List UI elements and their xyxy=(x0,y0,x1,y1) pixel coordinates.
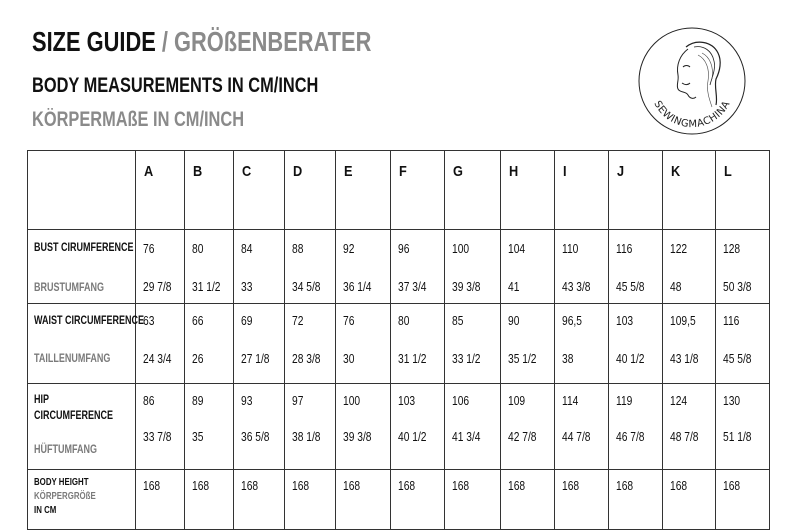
row-label-de: TAILLENUMFANG xyxy=(34,351,111,365)
cm-value: 76 xyxy=(143,242,155,256)
inch-value: 29 7/8 xyxy=(143,280,172,294)
size-header: L xyxy=(716,151,770,230)
size-header: C xyxy=(234,151,285,230)
cm-value: 109 xyxy=(508,394,526,408)
cm-value: 72 xyxy=(292,314,304,328)
cm-value: 88 xyxy=(292,242,304,256)
corner-cell xyxy=(28,151,136,230)
value-cell xyxy=(663,384,716,470)
cm-value: 96,5 xyxy=(562,314,582,328)
cm-value: 96 xyxy=(398,242,410,256)
cm-value: 168 xyxy=(508,479,526,493)
inch-value: 36 1/4 xyxy=(343,280,372,294)
value-cell xyxy=(185,230,234,304)
cm-value: 168 xyxy=(343,479,361,493)
size-table xyxy=(27,150,770,530)
inch-value: 41 3/4 xyxy=(452,430,481,444)
inch-value: 36 5/8 xyxy=(241,430,270,444)
cm-value: 168 xyxy=(452,479,470,493)
cm-value: 106 xyxy=(452,394,470,408)
table-row xyxy=(28,230,770,304)
value-cell xyxy=(445,304,501,384)
row-label-en: WAIST CIRCUMFERENCE xyxy=(34,313,145,327)
inch-value: 30 xyxy=(343,352,355,366)
table-row xyxy=(28,304,770,384)
header-row xyxy=(28,151,770,230)
value-cell xyxy=(185,304,234,384)
inch-value: 43 1/8 xyxy=(670,352,699,366)
cm-value: 103 xyxy=(398,394,416,408)
title-separator: / xyxy=(155,26,174,57)
value-cell xyxy=(285,384,336,470)
cm-value: 97 xyxy=(292,394,304,408)
size-header: A xyxy=(136,151,185,230)
inch-value: 35 1/2 xyxy=(508,352,537,366)
value-cell xyxy=(609,470,663,530)
cm-value: 168 xyxy=(241,479,259,493)
value-cell xyxy=(391,304,445,384)
inch-value: 40 1/2 xyxy=(398,430,427,444)
value-cell xyxy=(716,470,770,530)
inch-value: 35 xyxy=(192,430,204,444)
inch-value: 48 xyxy=(670,280,682,294)
row-label-en: BUST CIRUMFERENCE xyxy=(34,240,134,254)
inch-value: 31 1/2 xyxy=(398,352,427,366)
inch-value: 46 7/8 xyxy=(616,430,645,444)
size-header: E xyxy=(336,151,391,230)
size-header: K xyxy=(663,151,716,230)
cm-value: 116 xyxy=(616,242,633,256)
value-cell xyxy=(663,470,716,530)
inch-value: 37 3/4 xyxy=(398,280,427,294)
value-cell xyxy=(555,304,609,384)
row-label-de: HÜFTUMFANG xyxy=(34,442,97,456)
cm-value: 89 xyxy=(192,394,204,408)
row-label-cell xyxy=(28,230,136,304)
cm-value: 63 xyxy=(143,314,155,328)
value-cell xyxy=(501,384,555,470)
cm-value: 168 xyxy=(192,479,210,493)
value-cell xyxy=(555,470,609,530)
value-cell xyxy=(663,304,716,384)
size-header: D xyxy=(285,151,336,230)
brand-logo xyxy=(636,25,748,137)
inch-value: 39 3/8 xyxy=(452,280,481,294)
page-title xyxy=(32,26,467,58)
value-cell xyxy=(285,304,336,384)
inch-value: 48 7/8 xyxy=(670,430,699,444)
size-header: G xyxy=(445,151,501,230)
value-cell xyxy=(663,230,716,304)
cm-value: 92 xyxy=(343,242,355,256)
value-cell xyxy=(445,230,501,304)
inch-value: 26 xyxy=(192,352,204,366)
cm-value: 84 xyxy=(241,242,253,256)
value-cell xyxy=(336,384,391,470)
inch-value: 31 1/2 xyxy=(192,280,221,294)
size-header: J xyxy=(609,151,663,230)
cm-value: 100 xyxy=(343,394,361,408)
cm-value: 100 xyxy=(452,242,470,256)
value-cell xyxy=(185,384,234,470)
cm-value: 109,5 xyxy=(670,314,696,328)
value-cell xyxy=(609,304,663,384)
cm-value: 103 xyxy=(616,314,634,328)
row-label-en-2: CIRCUMFERENCE xyxy=(34,408,114,422)
title-german: GRÖßENBERATER xyxy=(173,26,372,57)
value-cell xyxy=(555,384,609,470)
subtitle-english: BODY MEASUREMENTS IN CM/INCH xyxy=(32,74,319,97)
cm-value: 116 xyxy=(723,314,740,328)
value-cell xyxy=(136,230,185,304)
cm-value: 168 xyxy=(562,479,580,493)
title-main: SIZE GUIDE xyxy=(32,26,156,57)
inch-value: 44 7/8 xyxy=(562,430,591,444)
size-header: B xyxy=(185,151,234,230)
value-cell xyxy=(391,384,445,470)
cm-value: 168 xyxy=(398,479,416,493)
value-cell xyxy=(136,304,185,384)
row-label-cell xyxy=(28,384,136,470)
value-cell xyxy=(391,230,445,304)
cm-value: 119 xyxy=(616,394,633,408)
value-cell xyxy=(445,470,501,530)
value-cell xyxy=(609,230,663,304)
row-label-de: BRUSTUMFANG xyxy=(34,280,104,294)
woman-portrait-icon xyxy=(636,25,748,137)
value-cell xyxy=(501,304,555,384)
value-cell xyxy=(716,304,770,384)
inch-value: 50 3/8 xyxy=(723,280,752,294)
value-cell xyxy=(501,230,555,304)
cm-value: 104 xyxy=(508,242,526,256)
cm-value: 76 xyxy=(343,314,355,328)
cm-value: 86 xyxy=(143,394,155,408)
cm-value: 168 xyxy=(143,479,161,493)
cm-value: 80 xyxy=(398,314,410,328)
value-cell xyxy=(336,470,391,530)
row-label-cell xyxy=(28,470,136,530)
value-cell xyxy=(185,470,234,530)
table-row xyxy=(28,470,770,530)
value-cell xyxy=(234,230,285,304)
cm-value: 122 xyxy=(670,242,688,256)
inch-value: 38 1/8 xyxy=(292,430,321,444)
value-cell xyxy=(555,230,609,304)
cm-value: 124 xyxy=(670,394,688,408)
value-cell xyxy=(136,470,185,530)
inch-value: 28 3/8 xyxy=(292,352,321,366)
cm-value: 168 xyxy=(616,479,634,493)
value-cell xyxy=(609,384,663,470)
inch-value: 43 3/8 xyxy=(562,280,591,294)
row-label-cell xyxy=(28,304,145,384)
inch-value: 41 xyxy=(508,280,520,294)
size-header: F xyxy=(391,151,445,230)
row-label-en: BODY HEIGHT xyxy=(34,476,89,488)
cm-value: 90 xyxy=(508,314,520,328)
value-cell xyxy=(716,230,770,304)
inch-value: 51 1/8 xyxy=(723,430,752,444)
cm-value: 93 xyxy=(241,394,253,408)
cm-value: 168 xyxy=(723,479,741,493)
row-label-de-2: IN CM xyxy=(34,504,57,516)
value-cell xyxy=(391,470,445,530)
value-cell xyxy=(445,384,501,470)
value-cell xyxy=(716,384,770,470)
logo-text: SEWINGMACHINA xyxy=(651,99,733,131)
cm-value: 85 xyxy=(452,314,464,328)
cm-value: 168 xyxy=(670,479,688,493)
cm-value: 69 xyxy=(241,314,253,328)
value-cell xyxy=(336,230,391,304)
inch-value: 42 7/8 xyxy=(508,430,537,444)
cm-value: 110 xyxy=(562,242,579,256)
value-cell xyxy=(501,470,555,530)
inch-value: 38 xyxy=(562,352,574,366)
row-label-de: KÖRPERGRÖßE xyxy=(34,490,96,502)
inch-value: 45 5/8 xyxy=(616,280,645,294)
cm-value: 80 xyxy=(192,242,204,256)
value-cell xyxy=(285,230,336,304)
table-row xyxy=(28,384,770,470)
cm-value: 66 xyxy=(192,314,204,328)
size-header: I xyxy=(555,151,609,230)
inch-value: 34 5/8 xyxy=(292,280,321,294)
inch-value: 27 1/8 xyxy=(241,352,270,366)
inch-value: 24 3/4 xyxy=(143,352,172,366)
cm-value: 130 xyxy=(723,394,741,408)
size-header: H xyxy=(501,151,555,230)
value-cell xyxy=(234,470,285,530)
value-cell xyxy=(234,384,285,470)
value-cell xyxy=(136,384,185,470)
cm-value: 128 xyxy=(723,242,741,256)
value-cell xyxy=(285,470,336,530)
cm-value: 114 xyxy=(562,394,579,408)
inch-value: 33 xyxy=(241,280,253,294)
inch-value: 39 3/8 xyxy=(343,430,372,444)
inch-value: 45 5/8 xyxy=(723,352,752,366)
inch-value: 40 1/2 xyxy=(616,352,645,366)
inch-value: 33 1/2 xyxy=(452,352,481,366)
subtitle-german: KÖRPERMAßE IN CM/INCH xyxy=(32,108,245,131)
inch-value: 33 7/8 xyxy=(143,430,172,444)
cm-value: 168 xyxy=(292,479,310,493)
row-label-en: HIP xyxy=(34,392,50,406)
value-cell xyxy=(234,304,285,384)
value-cell xyxy=(336,304,391,384)
